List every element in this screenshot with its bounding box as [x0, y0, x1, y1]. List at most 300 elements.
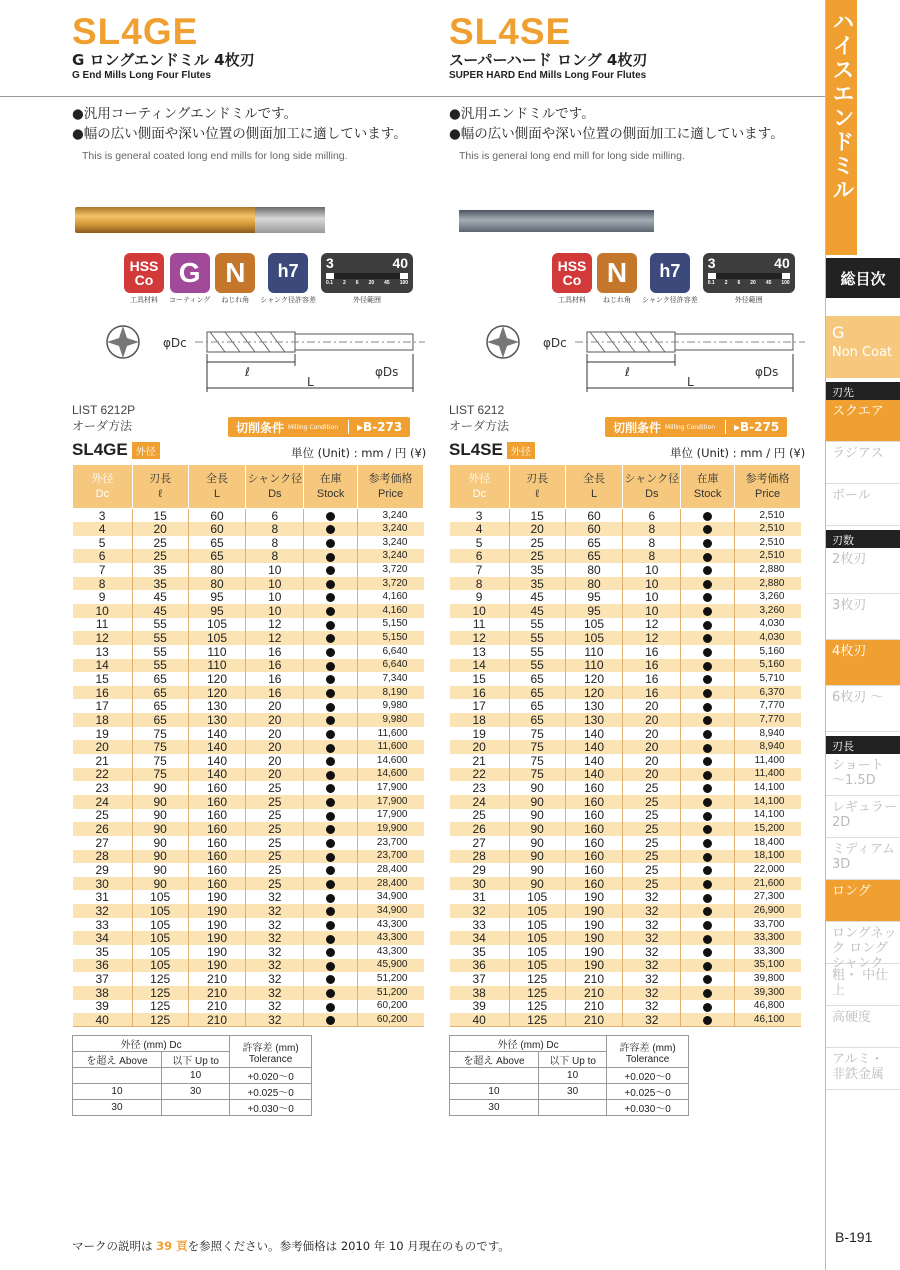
cell: 32	[246, 1000, 304, 1014]
cell: 25	[623, 809, 681, 823]
left-milling-condition-link[interactable]: 切削条件 Milling Condition ▸B-273	[228, 417, 410, 437]
cell: 15	[132, 509, 188, 523]
stock-cell	[681, 918, 735, 932]
cell: 10	[246, 563, 304, 577]
cell: 160	[188, 781, 246, 795]
sidebar-item-6flute[interactable]: 6枚刃 ～	[826, 686, 900, 732]
stock-cell	[304, 850, 358, 864]
price-cell: 15,200	[735, 822, 801, 836]
stock-cell	[304, 959, 358, 973]
cell: 160	[565, 836, 623, 850]
in-stock-icon	[326, 512, 335, 521]
in-stock-icon	[703, 675, 712, 684]
price-cell: 17,900	[358, 781, 424, 795]
sidebar-item-ball[interactable]: ボール	[826, 484, 900, 526]
column-header: 参考価格 Price	[358, 465, 424, 509]
in-stock-icon	[703, 825, 712, 834]
in-stock-icon	[326, 580, 335, 589]
stock-cell	[304, 509, 358, 523]
cell: 14	[450, 659, 510, 673]
cell: 32	[623, 959, 681, 973]
in-stock-icon	[703, 771, 712, 780]
cell: 12	[623, 618, 681, 632]
table-row	[73, 659, 424, 673]
page-reference-link[interactable]: 39 頁	[156, 1239, 188, 1253]
cell: 35	[132, 563, 188, 577]
table-row	[450, 699, 801, 713]
stock-cell	[681, 618, 735, 632]
cell: 8	[623, 549, 681, 563]
cell: 20	[450, 740, 510, 754]
in-stock-icon	[326, 757, 335, 766]
table-row	[450, 686, 801, 700]
cell: 32	[246, 904, 304, 918]
feature-bullet: ●汎用コーティングエンドミルです。	[72, 106, 298, 122]
in-stock-icon	[703, 621, 712, 630]
table-row	[73, 850, 424, 864]
table-row	[450, 822, 801, 836]
table-row	[450, 740, 801, 754]
cell: 190	[565, 918, 623, 932]
total-length-label: L	[687, 375, 694, 389]
left-table-title: SL4GE 外径	[72, 440, 160, 460]
table-row	[73, 904, 424, 918]
cell: 17	[95, 699, 109, 714]
cell: 32	[623, 890, 681, 904]
right-milling-condition-link[interactable]: 切削条件 Milling Condition ▸B-275	[605, 417, 787, 437]
left-spec-table	[72, 464, 424, 1027]
cell: 12	[246, 631, 304, 645]
stock-cell	[681, 768, 735, 782]
cell: 210	[188, 986, 246, 1000]
cell: 160	[565, 850, 623, 864]
table-row	[73, 890, 424, 904]
cell: 36	[450, 959, 510, 973]
cell: 60	[188, 509, 246, 523]
in-stock-icon	[703, 662, 712, 671]
cell: 90	[132, 877, 188, 891]
material-icon: HSS Co 工具材料	[124, 253, 164, 305]
cell: 25	[623, 822, 681, 836]
in-stock-icon	[703, 975, 712, 984]
dc-label: φDc	[163, 336, 187, 350]
cell: 25	[623, 795, 681, 809]
stock-cell	[304, 1013, 358, 1027]
table-row	[73, 645, 424, 659]
sidebar-item-short[interactable]: ショート ～1.5D	[826, 754, 900, 796]
table-row	[73, 986, 424, 1000]
in-stock-icon	[326, 894, 335, 903]
cell: 8	[623, 522, 681, 536]
sidebar-section-flutes: 刃数	[826, 530, 900, 548]
cell: 6	[623, 509, 681, 523]
cell: 10	[450, 604, 510, 618]
in-stock-icon	[326, 975, 335, 984]
price-cell: 33,300	[735, 945, 801, 959]
cell: 25	[246, 877, 304, 891]
stock-cell	[681, 645, 735, 659]
sidebar-item-4flute[interactable]: 4枚刃	[826, 640, 900, 686]
table-row	[73, 1000, 424, 1014]
cell: 90	[509, 781, 565, 795]
cell: 10	[623, 577, 681, 591]
right-table-title: SL4SE 外径	[449, 440, 535, 460]
cell: 32	[246, 945, 304, 959]
cell: 23	[95, 781, 109, 796]
cell: 90	[132, 863, 188, 877]
cell: 140	[188, 727, 246, 741]
right-features	[449, 104, 819, 166]
column-header: 在庫 Stock	[681, 465, 735, 509]
page-number: B-191	[835, 1229, 873, 1245]
in-stock-icon	[326, 539, 335, 548]
sidebar-item-g-noncoat[interactable]: G Non Coat	[826, 316, 900, 378]
sidebar-index-link[interactable]: 総目次	[826, 258, 900, 298]
cell: 8	[246, 549, 304, 563]
cell: 24	[73, 795, 133, 809]
price-cell: 43,300	[358, 945, 424, 959]
table-row	[450, 986, 801, 1000]
stock-cell	[681, 795, 735, 809]
cell: 30	[73, 877, 133, 891]
cell: 39	[472, 999, 486, 1014]
cell: 65	[509, 686, 565, 700]
table-row	[450, 672, 801, 686]
cell: 75	[132, 754, 188, 768]
cell: 3	[98, 508, 106, 523]
table-row	[450, 645, 801, 659]
product-code: SL4GE	[72, 11, 199, 52]
table-row	[73, 590, 424, 604]
in-stock-icon	[326, 716, 335, 725]
cell: 60	[188, 522, 246, 536]
stock-cell	[304, 577, 358, 591]
sidebar-item-hard[interactable]: 高硬度	[826, 1006, 900, 1048]
coating-icon: G コーティング	[169, 253, 210, 305]
table-row	[73, 836, 424, 850]
stock-cell	[304, 822, 358, 836]
price-cell: 4,030	[735, 631, 801, 645]
cell: 20	[246, 740, 304, 754]
cell: 5	[98, 535, 106, 550]
cell: 18	[73, 713, 133, 727]
cell: 25	[132, 549, 188, 563]
in-stock-icon	[703, 580, 712, 589]
cell: 26	[73, 822, 133, 836]
price-cell: 3,240	[358, 549, 424, 563]
in-stock-icon	[703, 907, 712, 916]
table-row	[73, 699, 424, 713]
in-stock-icon	[326, 907, 335, 916]
in-stock-icon	[326, 853, 335, 862]
price-cell: 7,770	[735, 699, 801, 713]
price-cell: 2,880	[735, 563, 801, 577]
cell: 25	[623, 836, 681, 850]
cell: 32	[246, 986, 304, 1000]
flute-length-label: ℓ	[625, 365, 630, 379]
cell: 120	[565, 686, 623, 700]
sidebar-item-3flute[interactable]: 3枚刃	[826, 594, 900, 640]
table-row	[450, 918, 801, 932]
stock-cell	[681, 972, 735, 986]
in-stock-icon	[703, 962, 712, 971]
table-row	[73, 959, 424, 973]
cell: 20	[246, 713, 304, 727]
price-cell: 14,100	[735, 795, 801, 809]
in-stock-icon	[703, 607, 712, 616]
cell: 160	[188, 795, 246, 809]
cell: 80	[565, 563, 623, 577]
stock-cell	[681, 754, 735, 768]
cell: 130	[188, 699, 246, 713]
stock-cell	[681, 740, 735, 754]
stock-cell	[304, 631, 358, 645]
stock-cell	[304, 1000, 358, 1014]
cell: 25	[246, 795, 304, 809]
cell: 105	[132, 945, 188, 959]
price-cell: 6,640	[358, 659, 424, 673]
stock-cell	[304, 931, 358, 945]
cell: 60	[565, 509, 623, 523]
table-row	[450, 727, 801, 741]
price-cell: 45,900	[358, 959, 424, 973]
table-row	[450, 536, 801, 550]
sidebar-item-long-neck[interactable]: ロングネック ロングシャンク	[826, 922, 900, 964]
cell: 40	[450, 1013, 510, 1027]
left-tool-image	[75, 207, 325, 233]
cell: 20	[623, 727, 681, 741]
price-cell: 60,200	[358, 1013, 424, 1027]
cell: 11	[95, 617, 109, 632]
stock-cell	[304, 604, 358, 618]
price-cell: 51,200	[358, 972, 424, 986]
cell: 25	[623, 781, 681, 795]
price-cell: 5,160	[735, 645, 801, 659]
ds-label: φDs	[755, 365, 779, 379]
sidebar-item-regular[interactable]: レギュラー 2D	[826, 796, 900, 838]
cell: 105	[565, 631, 623, 645]
cell: 16	[73, 686, 133, 700]
price-cell: 23,700	[358, 836, 424, 850]
stock-cell	[681, 672, 735, 686]
cell: 80	[188, 563, 246, 577]
table-row	[450, 781, 801, 795]
price-cell: 23,700	[358, 850, 424, 864]
cell: 32	[623, 972, 681, 986]
price-cell: 2,510	[735, 522, 801, 536]
cell: 65	[188, 549, 246, 563]
sidebar-item-roughing[interactable]: 粗・ 中仕上	[826, 964, 900, 1006]
stock-cell	[681, 727, 735, 741]
cell: 190	[188, 945, 246, 959]
in-stock-icon	[703, 880, 712, 889]
table-row	[450, 509, 801, 523]
table-row	[73, 863, 424, 877]
cell: 65	[132, 686, 188, 700]
product-code: SL4SE	[449, 11, 572, 52]
in-stock-icon	[326, 839, 335, 848]
cell: 16	[246, 686, 304, 700]
helix-icon: N ねじれ角	[597, 253, 637, 305]
cell: 105	[132, 904, 188, 918]
left-product-header	[72, 0, 442, 81]
cell: 21	[95, 753, 109, 768]
in-stock-icon	[703, 730, 712, 739]
cell: 29	[95, 862, 109, 877]
cell: 10	[73, 604, 133, 618]
cell: 125	[509, 972, 565, 986]
table-row	[450, 890, 801, 904]
column-header: 外径 Dc	[450, 465, 510, 509]
stock-cell	[681, 931, 735, 945]
cell: 190	[188, 931, 246, 945]
cell: 90	[132, 795, 188, 809]
in-stock-icon	[326, 553, 335, 562]
cell: 4	[450, 522, 510, 536]
cell: 16	[623, 686, 681, 700]
cell: 95	[565, 604, 623, 618]
cell: 80	[565, 577, 623, 591]
cell: 190	[565, 890, 623, 904]
stock-cell	[304, 795, 358, 809]
cell: 19	[95, 726, 109, 741]
stock-cell	[681, 522, 735, 536]
sidebar-item-radius[interactable]: ラジアス	[826, 442, 900, 484]
price-cell: 4,030	[735, 618, 801, 632]
column-header: 参考価格 Price	[735, 465, 801, 509]
in-stock-icon	[326, 812, 335, 821]
stock-cell	[681, 659, 735, 673]
cell: 95	[188, 590, 246, 604]
sidebar-item-medium[interactable]: ミディアム 3D	[826, 838, 900, 880]
sidebar-item-square[interactable]: スクエア	[826, 400, 900, 442]
cell: 12	[623, 631, 681, 645]
cell: 160	[188, 836, 246, 850]
in-stock-icon	[703, 757, 712, 766]
cell: 160	[565, 863, 623, 877]
in-stock-icon	[703, 703, 712, 712]
cell: 20	[623, 713, 681, 727]
price-cell: 43,300	[358, 931, 424, 945]
sidebar-item-2flute[interactable]: 2枚刃	[826, 548, 900, 594]
cell: 125	[132, 986, 188, 1000]
cell: 140	[565, 768, 623, 782]
cell: 55	[132, 659, 188, 673]
cell: 140	[188, 754, 246, 768]
cell: 18	[450, 713, 510, 727]
table-row	[73, 686, 424, 700]
cell: 31	[95, 890, 109, 905]
cell: 65	[509, 699, 565, 713]
in-stock-icon	[326, 689, 335, 698]
dc-label: φDc	[543, 336, 567, 350]
table-row	[73, 536, 424, 550]
cell: 190	[565, 904, 623, 918]
cell: 140	[565, 740, 623, 754]
ds-label: φDs	[375, 365, 399, 379]
left-unit-note: 単位 (Unit) : mm / 円 (¥)	[291, 446, 427, 460]
sidebar-item-long[interactable]: ロング	[826, 880, 900, 922]
sidebar-item-nonferrous[interactable]: アルミ・ 非鉄金属	[826, 1048, 900, 1090]
cell: 45	[509, 590, 565, 604]
price-cell: 8,940	[735, 727, 801, 741]
cell: 25	[132, 536, 188, 550]
cell: 8	[450, 577, 510, 591]
total-length-label: L	[307, 375, 314, 389]
cell: 55	[509, 659, 565, 673]
right-spec-icons	[552, 253, 795, 305]
cell: 110	[188, 659, 246, 673]
cell: 14	[73, 659, 133, 673]
price-cell: 5,710	[735, 672, 801, 686]
cell: 75	[509, 754, 565, 768]
table-row	[73, 604, 424, 618]
table-row	[450, 713, 801, 727]
stock-cell	[681, 850, 735, 864]
table-row	[73, 972, 424, 986]
sidebar-section-tip: 刃先	[826, 382, 900, 400]
cell: 105	[188, 631, 246, 645]
cell: 16	[246, 645, 304, 659]
in-stock-icon	[326, 880, 335, 889]
in-stock-icon	[326, 962, 335, 971]
table-row	[450, 659, 801, 673]
cell: 12	[73, 631, 133, 645]
cell: 105	[509, 890, 565, 904]
table-row	[73, 822, 424, 836]
cell: 33	[472, 917, 486, 932]
cell: 10	[246, 577, 304, 591]
in-stock-icon	[703, 512, 712, 521]
in-stock-icon	[703, 744, 712, 753]
price-cell: 11,600	[358, 740, 424, 754]
in-stock-icon	[703, 648, 712, 657]
price-cell: 7,340	[358, 672, 424, 686]
cell: 9	[98, 590, 106, 605]
cell: 160	[188, 877, 246, 891]
cell: 65	[188, 536, 246, 550]
cell: 55	[509, 631, 565, 645]
table-row	[450, 522, 801, 536]
cell: 90	[132, 822, 188, 836]
in-stock-icon	[326, 648, 335, 657]
cell: 210	[565, 1013, 623, 1027]
in-stock-icon	[326, 798, 335, 807]
stock-cell	[681, 945, 735, 959]
cell: 75	[509, 768, 565, 782]
table-row	[450, 563, 801, 577]
column-header: 全長 L	[565, 465, 623, 509]
stock-cell	[681, 590, 735, 604]
price-cell: 11,400	[735, 754, 801, 768]
stock-cell	[681, 713, 735, 727]
cell: 15	[472, 672, 486, 686]
stock-cell	[304, 877, 358, 891]
in-stock-icon	[703, 634, 712, 643]
cell: 32	[623, 945, 681, 959]
cell: 6	[246, 509, 304, 523]
cell: 120	[188, 672, 246, 686]
cell: 160	[565, 877, 623, 891]
cell: 32	[623, 1013, 681, 1027]
cell: 5	[475, 535, 483, 550]
stock-cell	[681, 509, 735, 523]
cell: 75	[509, 740, 565, 754]
cell: 125	[132, 972, 188, 986]
cell: 32	[246, 931, 304, 945]
cell: 105	[509, 918, 565, 932]
cell: 160	[565, 781, 623, 795]
